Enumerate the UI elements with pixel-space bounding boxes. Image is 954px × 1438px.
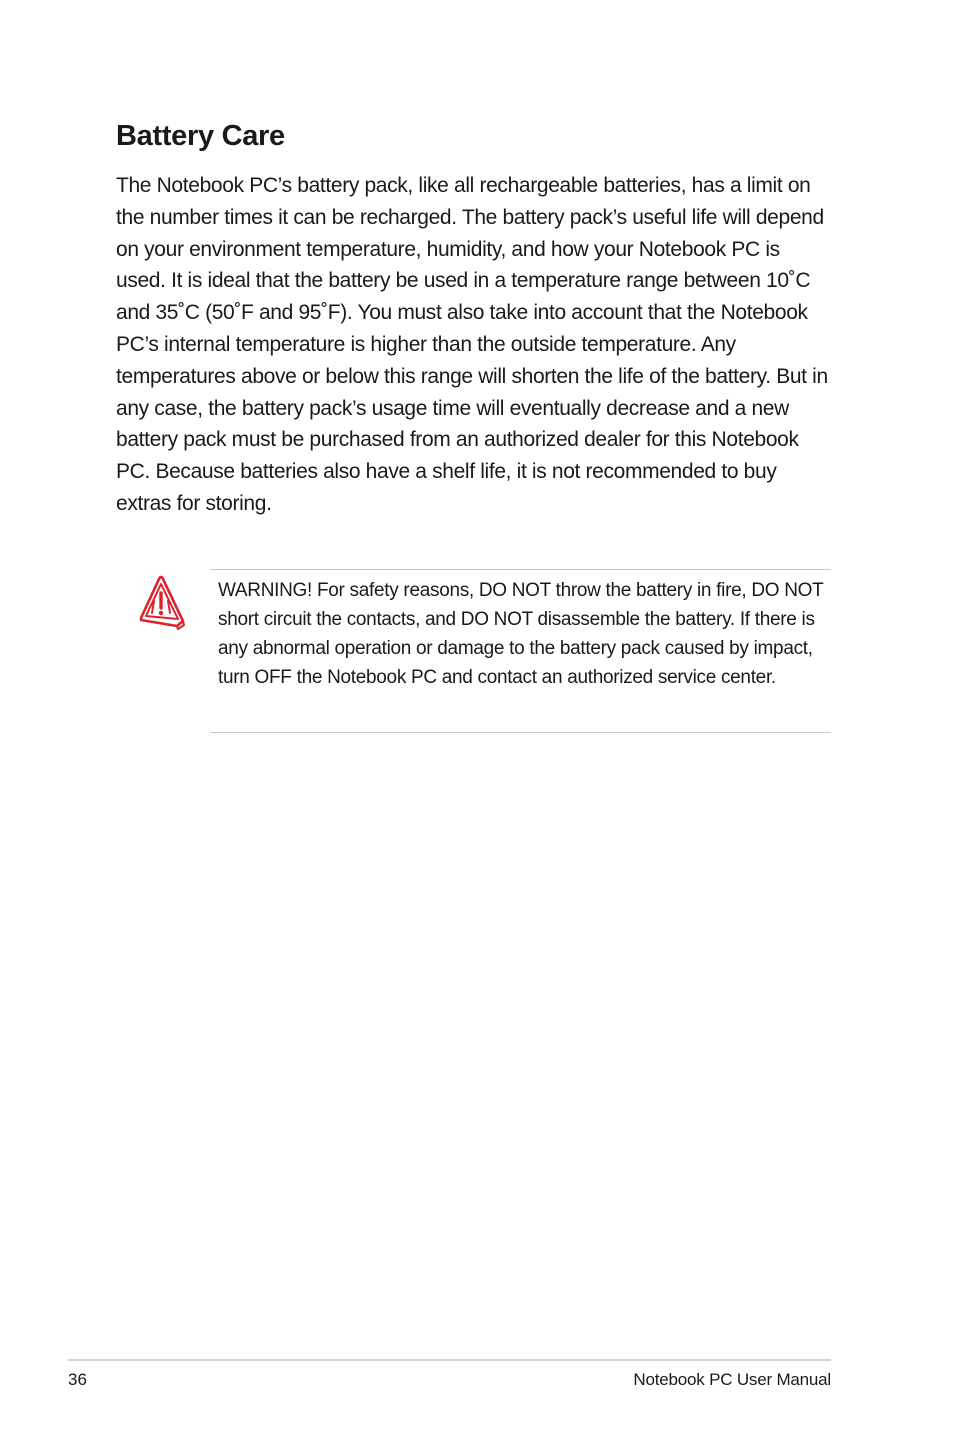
footer-manual-title: Notebook PC User Manual (633, 1370, 831, 1389)
page-number: 36 (68, 1370, 87, 1389)
warning-callout (210, 569, 831, 733)
warning-text: WARNING! For safety reasons, DO NOT throw the battery in fire, DO NOT short circuit the contacts, and DO NOT disassemble the battery. If there is any abnormal operation or damage to the battery pack caused by impact, turn OFF the Notebook PC and contact an authorized service center. (218, 580, 824, 688)
section-body-paragraph: The Notebook PC’s battery pack, like all rechargeable batteries, has a limit on the number times it can be recharged. The battery pack’s useful life will depend on your environment temperature, humidity, and how your Notebook PC is used. It is ideal that the battery be used in a temperature range between 10˚C and 35˚C (50˚F and 95˚F). You must also take into account that the Notebook PC’s internal temperature is higher than the outside temperature. Any temperatures above or below this range will shorten the life of the battery. But in any case, the battery pack’s usage time will eventually decrease and a new battery pack must be purchased from an authorized dealer for this Notebook PC. Because batteries also have a shelf life, it is not recommended to buy extras for storing. (116, 174, 828, 515)
section-heading: Battery Care (116, 120, 285, 152)
warning-triangle-icon (137, 572, 187, 630)
footer-divider (68, 1359, 831, 1361)
